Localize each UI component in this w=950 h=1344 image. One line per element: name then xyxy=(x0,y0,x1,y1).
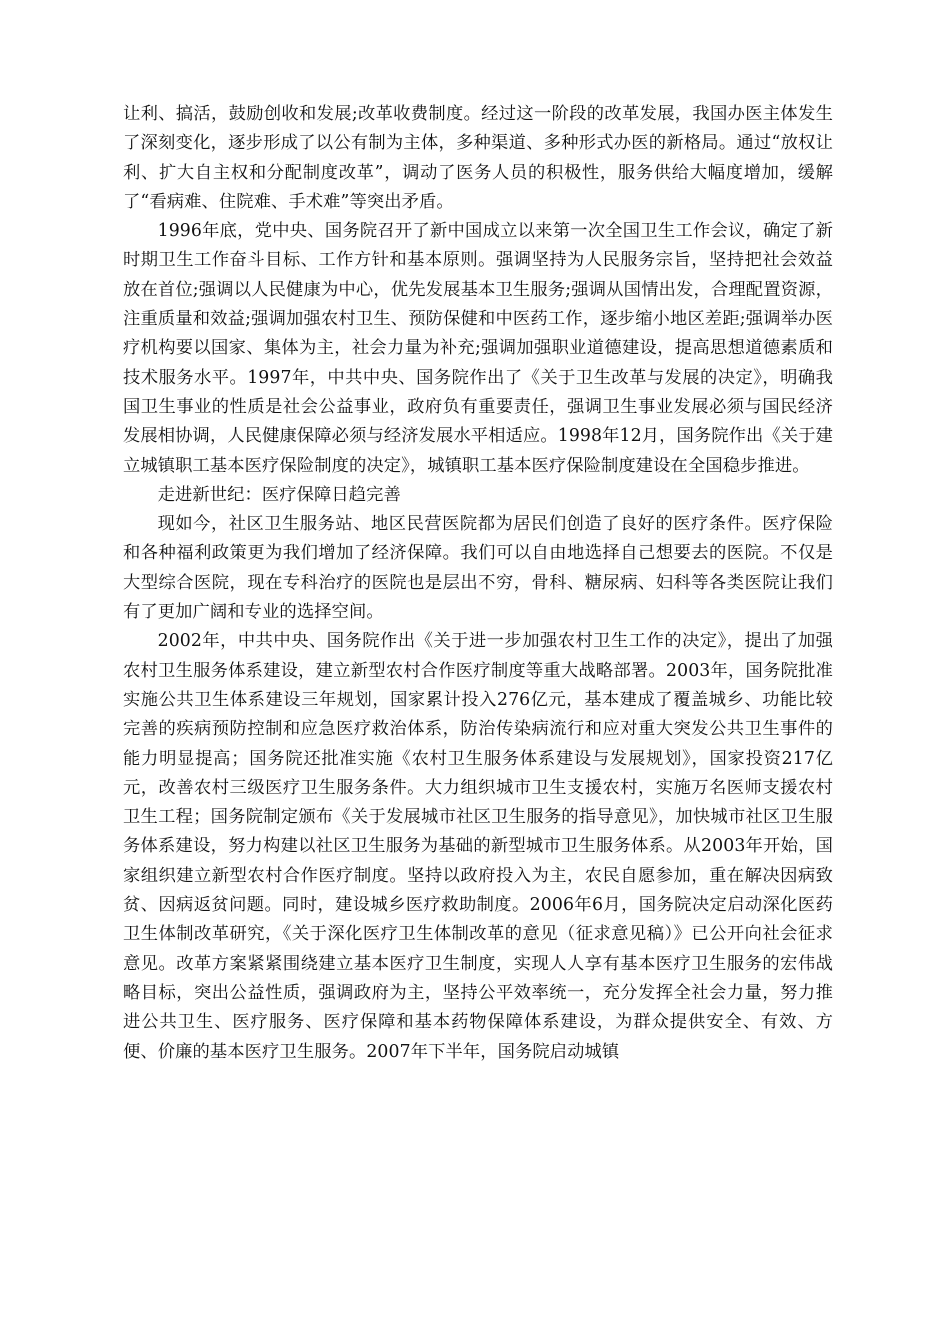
paragraph-community-health: 现如今，社区卫生服务站、地区民营医院都为居民们创造了良好的医疗条件。医疗保险和各种福利政策更为我们增加了经济保障。我们可以自由地选择自己想要去的医院。不仅是大型综合医院，现在专科治疗的医院也是层出不穷，骨科、糖尿病、妇科等各类医院让我们有了更加广阔和专业的选择空间。 xyxy=(123,514,833,623)
section-heading-new-century: 走进新世纪：医疗保障日趋完善 xyxy=(157,484,401,505)
document-page xyxy=(123,100,833,1067)
paragraph-continuation: 让利、搞活，鼓励创收和发展;改革收费制度。经过这一阶段的改革发展，我国办医主体发生了深刻变化，逐步形成了以公有制为主体，多种渠道、多种形式办医的新格局。通过“放权让利、扩大自主权和分配制度改革”，调动了医务人员的积极性，服务供给大幅度增加，缓解了“看病难、住院难、手术难”等突出矛盾。 xyxy=(123,104,833,212)
paragraph-2002-rural-health: 2002年，中共中央、国务院作出《关于进一步加强农村卫生工作的决定》，提出了加强农村卫生服务体系建设，建立新型农村合作医疗制度等重大战略部署。2003年，国务院批准实施公共卫生体系建设三年规划，国家累计投入276亿元，基本建成了覆盖城乡、功能比较完善的疾病预防控制和应急医疗救治体系，防治传染病流行和应对重大突发公共卫生事件的能力明显提高；国务院还批准实施《农村卫生服务体系建设与发展规划》，国家投资217亿元，改善农村三级医疗卫生服务条件。大力组织城市卫生支援农村，实施万名医师支援农村卫生工程；国务院制定颁布《关于发展城市社区卫生服务的指导意见》，加快城市社区卫生服务体系建设，努力构建以社区卫生服务为基础的新型城市卫生服务体系。从2003年开始，国家组织建立新型农村合作医疗制度。坚持以政府投入为主，农民自愿参加，重在解决因病致贫、因病返贫问题。同时，建设城乡医疗救助制度。2006年6月，国务院决定启动深化医药卫生体制改革研究，《关于深化医疗卫生体制改革的意见（征求意见稿）》已公开向社会征求意见。改革方案紧紧围绕建立基本医疗卫生制度，实现人人享有基本医疗卫生服务的宏伟战略目标，突出公益性质，强调政府为主，坚持公平效率统一，充分发挥全社会力量，努力推进公共卫生、医疗服务、医疗保障和基本药物保障体系建设，为群众提供安全、有效、方便、价廉的基本医疗卫生服务。2007年下半年，国务院启动城镇 xyxy=(123,631,833,1062)
paragraph-1996-health-conference: 1996年底，党中央、国务院召开了新中国成立以来第一次全国卫生工作会议，确定了新时期卫生工作奋斗目标、工作方针和基本原则。强调坚持为人民服务宗旨，坚持把社会效益放在首位;强调以人民健康为中心，优先发展基本卫生服务;强调从国情出发，合理配置资源，注重质量和效益;强调加强农村卫生、预防保健和中医药工作，逐步缩小地区差距;强调举办医疗机构要以国家、集体为主，社会力量为补充;强调加强职业道德建设，提高思想道德素质和技术服务水平。1997年，中共中央、国务院作出了《关于卫生改革与发展的决定》，明确我国卫生事业的性质是社会公益事业，政府负有重要责任，强调卫生事业发展必须与国民经济发展相协调，人民健康保障必须与经济发展水平相适应。1998年12月，国务院作出《关于建立城镇职工基本医疗保险制度的决定》，城镇职工基本医疗保险制度建设在全国稳步推进。 xyxy=(123,221,833,476)
